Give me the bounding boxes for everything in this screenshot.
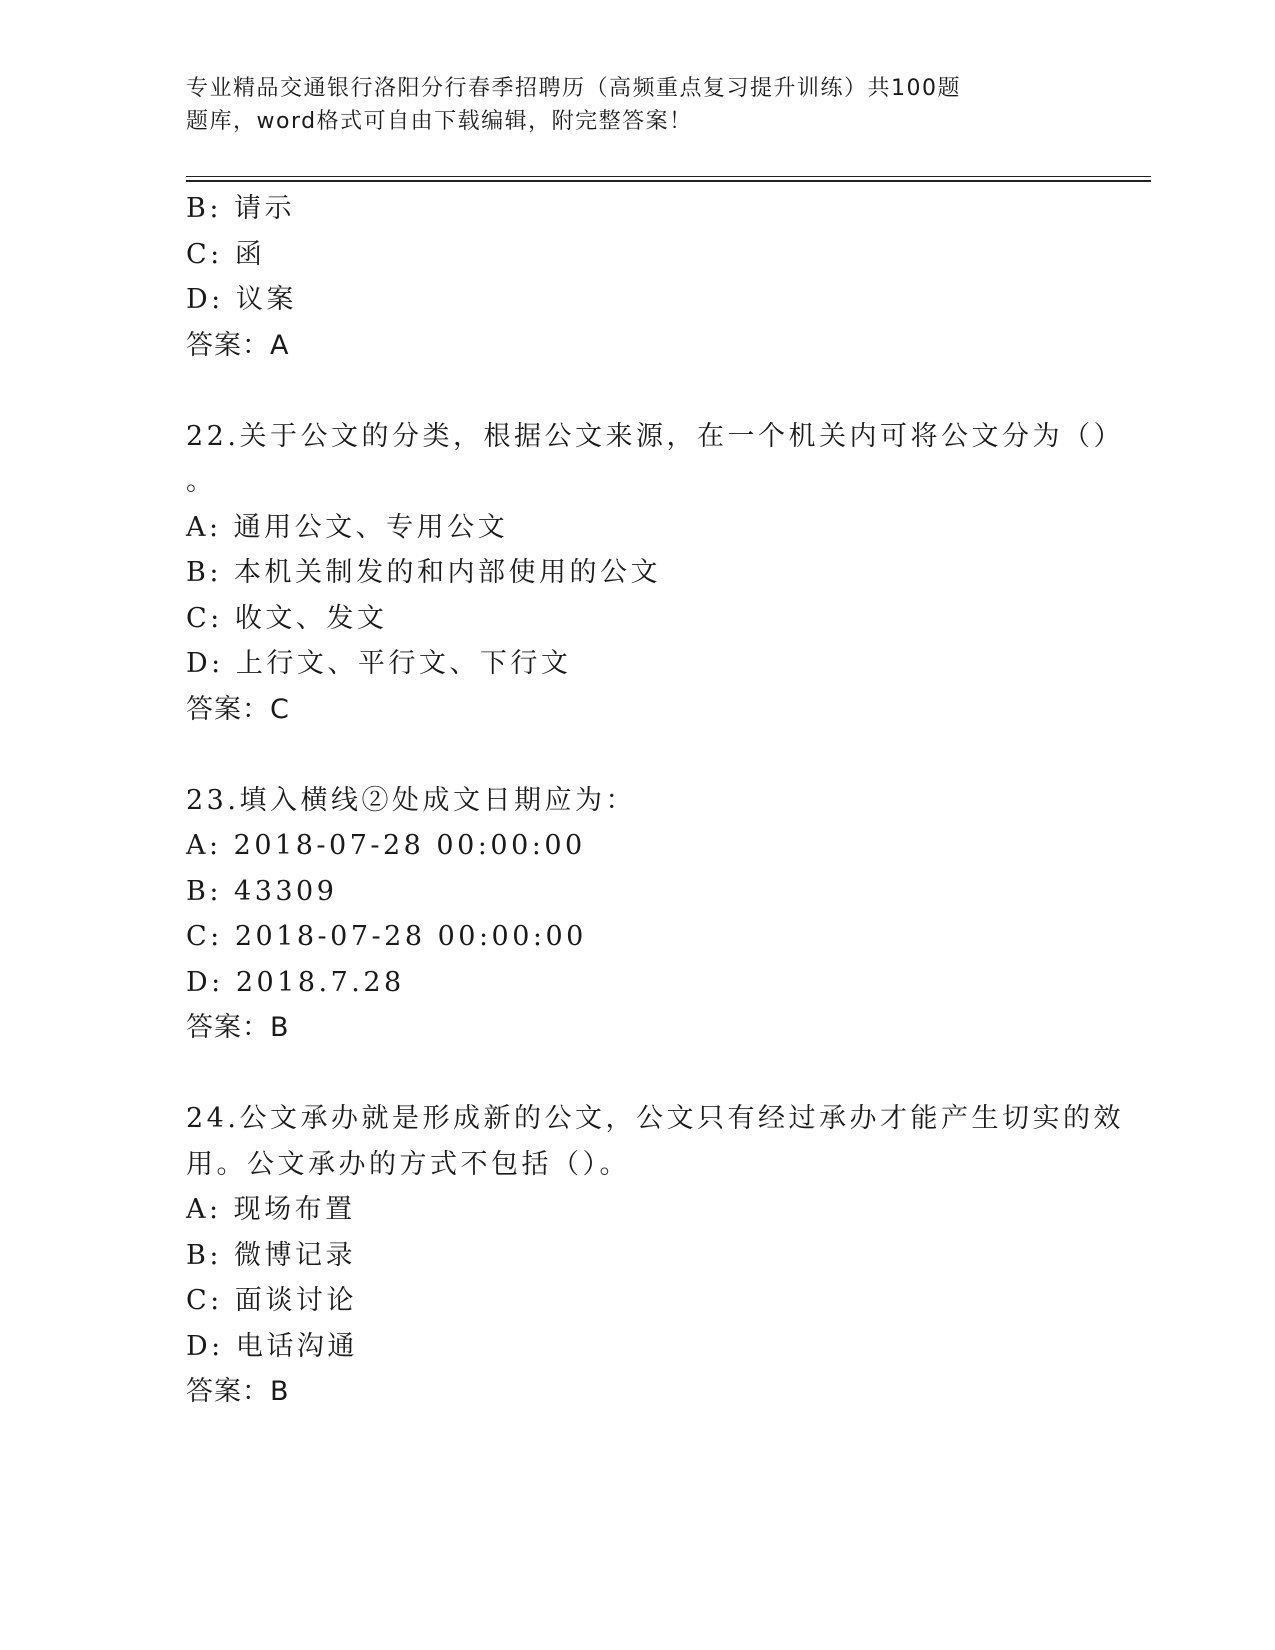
option-c: C: 面谈讨论 xyxy=(186,1285,357,1316)
option-a: A: 通用公文、专用公文 xyxy=(186,511,509,543)
question-23 xyxy=(186,778,1086,1051)
question-24 xyxy=(186,1096,1124,1415)
question-list xyxy=(186,186,1124,1415)
answer-line: 答案：B xyxy=(186,1376,290,1407)
answer-line: 答案：B xyxy=(186,1012,290,1043)
answer-line: 答案：A xyxy=(186,329,290,361)
option-a: A: 现场布置 xyxy=(186,1194,356,1225)
header-title-line-2: 题库，word格式可自由下载编辑，附完整答案！ xyxy=(186,109,693,134)
question-text: 23.填入横线②处成文日期应为： xyxy=(186,784,636,816)
answer-line: 答案：C xyxy=(186,693,290,725)
question-text: 24.公文承办就是形成新的公文，公文只有经过承办才能产生切实的效 xyxy=(186,1103,1124,1134)
header-divider-thick xyxy=(186,180,1151,182)
option-d: D: 上行文、平行文、下行文 xyxy=(186,648,572,679)
option-c: C: 2018-07-28 00:00:00 xyxy=(186,921,587,952)
document-header xyxy=(186,72,1046,138)
option-d: D: 议案 xyxy=(186,284,297,315)
question-text-continuation: 。 xyxy=(186,466,217,497)
header-divider-thin xyxy=(186,176,1151,177)
question-text-continuation: 用。公文承办的方式不包括（）。 xyxy=(186,1148,630,1180)
question-22 xyxy=(186,414,1124,733)
spacer xyxy=(186,1051,1086,1097)
option-b: B: 请示 xyxy=(186,193,296,224)
header-title-line-1: 专业精品交通银行洛阳分行春季招聘历（高频重点复习提升训练）共100题 xyxy=(186,76,961,101)
option-a: A: 2018-07-28 00:00:00 xyxy=(186,830,586,861)
spacer xyxy=(186,368,1086,414)
option-c: C: 收文、发文 xyxy=(186,602,388,634)
option-b: B: 微博记录 xyxy=(186,1239,357,1271)
spacer xyxy=(186,732,1086,778)
option-d: D: 2018.7.28 xyxy=(186,966,405,998)
question-text: 22.关于公文的分类，根据公文来源，在一个机关内可将公文分为（） xyxy=(186,420,1124,452)
option-d: D: 电话沟通 xyxy=(186,1330,358,1362)
question-21-remainder xyxy=(186,186,1086,368)
option-b: B: 本机关制发的和内部使用的公文 xyxy=(186,557,662,588)
option-c: C: 函 xyxy=(186,238,266,270)
option-b: B: 43309 xyxy=(186,875,338,907)
